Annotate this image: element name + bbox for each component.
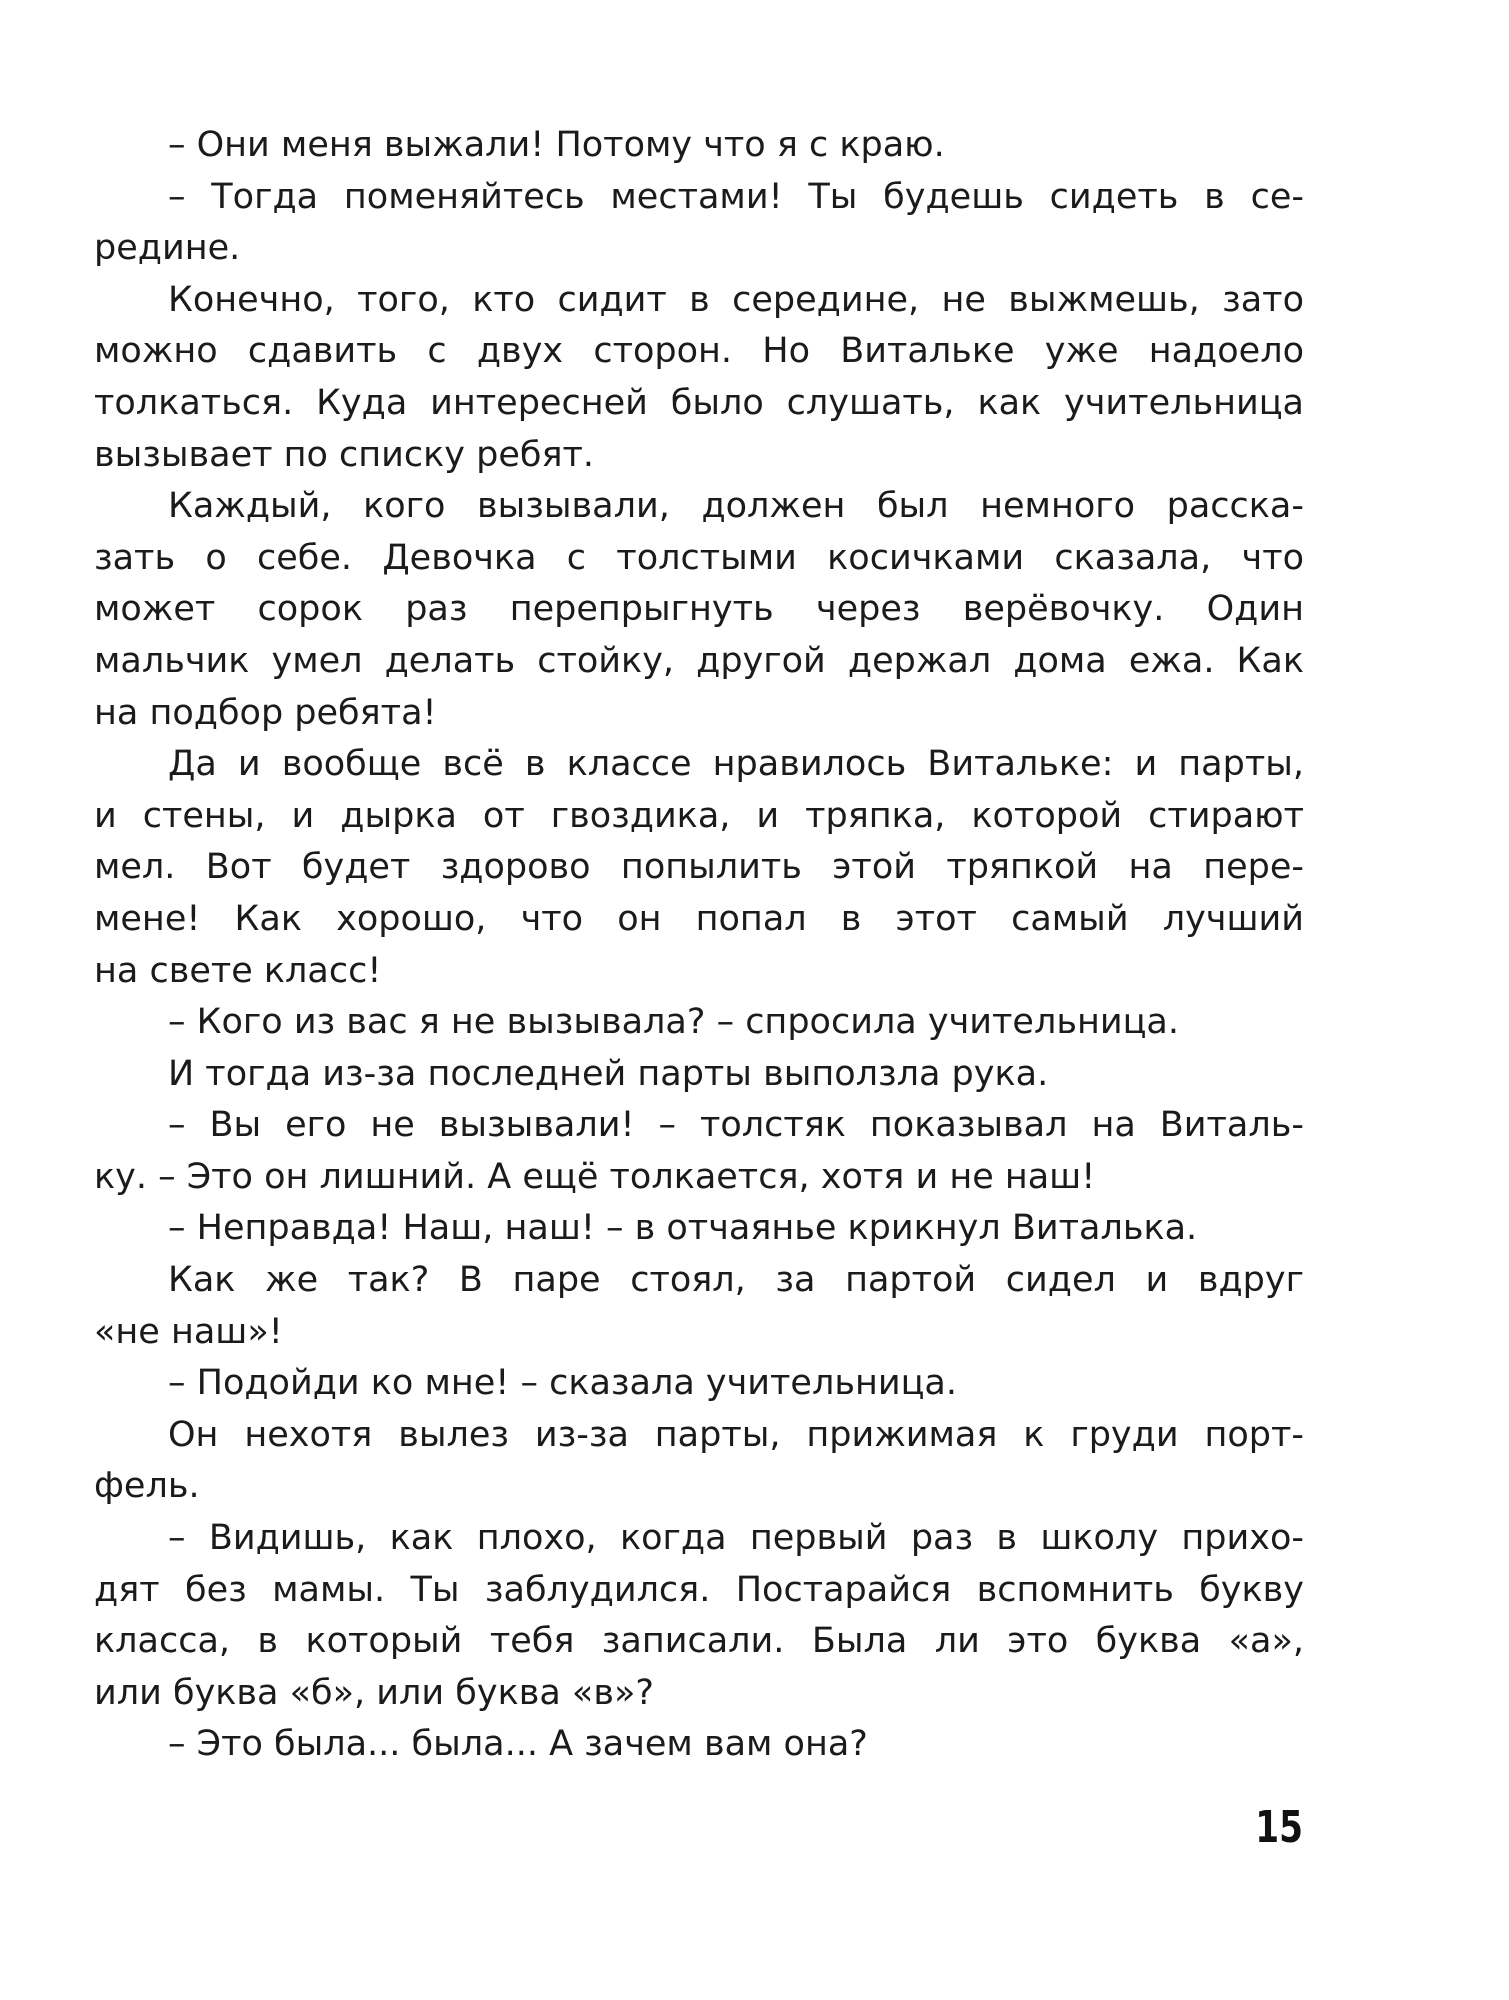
text-line: класса, в который тебя записали. Была ли это буква «а», [94,1621,1304,1662]
text-line: – Тогда поменяйтесь местами! Ты будешь сидеть в се- [168,176,1304,217]
text-line: можно сдавить с двух сторон. Но Витальке уже надоело [94,331,1304,372]
text-line: И тогда из-за последней парты выползла рука. [168,1053,1049,1094]
text-line: Да и вообще всё в классе нравилось Витальке: и парты, [168,744,1304,785]
text-line: мел. Вот будет здорово попылить этой тряпкой на пере- [94,847,1304,888]
text-line: – Кого из вас я не вызывала? – спросила учительница. [168,1002,1179,1043]
text-line: – Вы его не вызывали! – толстяк показывал на Виталь- [168,1105,1304,1146]
text-line: или буква «б», или буква «в»? [94,1672,654,1713]
page-number: 15 [1255,1802,1303,1853]
text-line: мальчик умел делать стойку, другой держал дома ежа. Как [94,640,1304,681]
text-line: – Подойди ко мне! – сказала учительница. [168,1363,957,1404]
text-line: толкаться. Куда интересней было слушать, как учительница [94,382,1304,423]
text-line: Как же так? В паре стоял, за партой сидел и вдруг [168,1260,1304,1301]
text-line: вызывает по списку ребят. [94,434,595,475]
text-line: мене! Как хорошо, что он попал в этот самый лучший [94,898,1304,939]
text-line: дят без мамы. Ты заблудился. Постарайся вспомнить букву [94,1569,1304,1610]
text-line: на подбор ребята! [94,692,437,733]
text-line: может сорок раз перепрыгнуть через верёвочку. Один [94,589,1304,630]
text-line: ку. – Это он лишний. А ещё толкается, хотя и не наш! [94,1156,1096,1197]
text-line: «не наш»! [94,1311,283,1352]
text-line: – Это была... была... А зачем вам она? [168,1724,868,1765]
text-line: Он нехотя вылез из-за парты, прижимая к груди порт- [168,1414,1304,1455]
text-line: зать о себе. Девочка с толстыми косичками сказала, что [94,537,1304,578]
text-line: и стены, и дырка от гвоздика, и тряпка, которой стирают [94,795,1304,836]
page-text [94,120,1304,1771]
text-line: – Видишь, как плохо, когда первый раз в школу прихо- [168,1518,1304,1559]
text-line: редине. [94,228,241,269]
text-line: на свете класс! [94,950,382,991]
text-line: Каждый, кого вызывали, должен был немного расска- [168,486,1304,527]
text-line: фель. [94,1466,200,1507]
text-line: – Неправда! Наш, наш! – в отчаянье крикнул Виталька. [168,1208,1198,1249]
text-line: Конечно, того, кто сидит в середине, не выжмешь, зато [168,279,1304,320]
text-line: – Они меня выжали! Потому что я с краю. [168,125,945,165]
